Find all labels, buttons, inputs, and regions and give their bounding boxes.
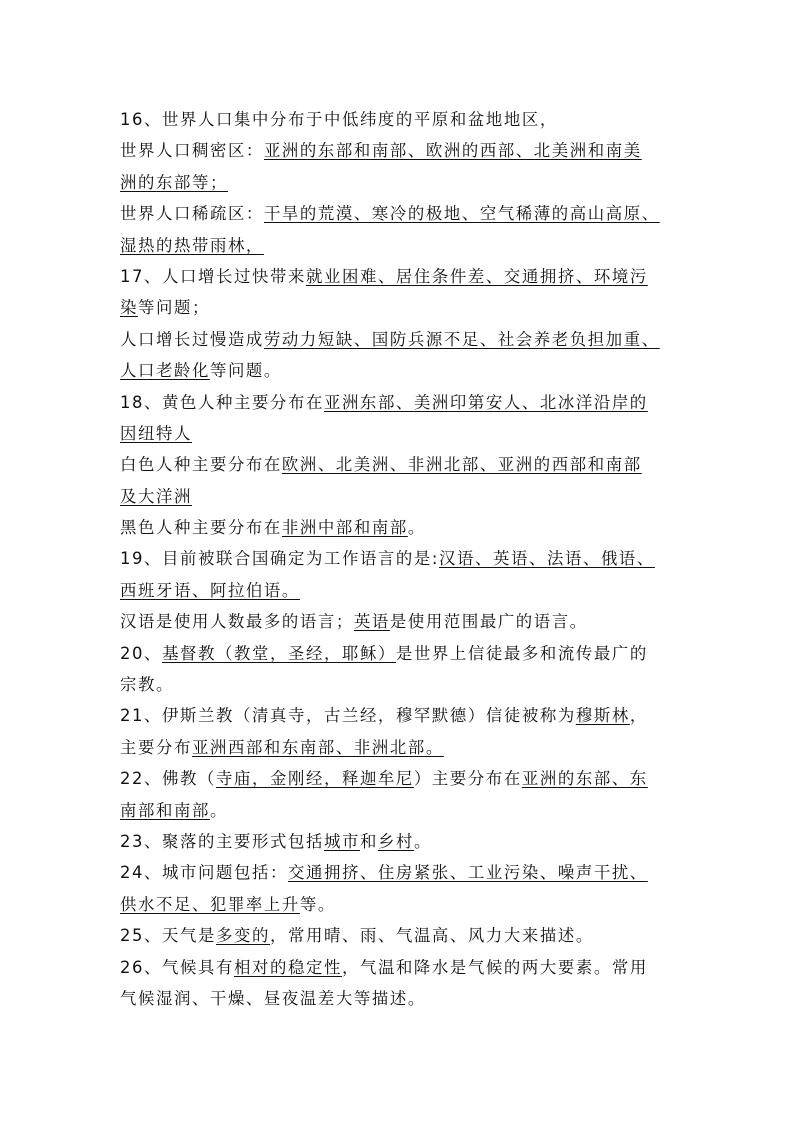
text-line (120, 198, 700, 229)
text-segment: 主要分布 (120, 737, 192, 757)
underlined-text: 英语 (353, 612, 390, 632)
text-segment: 22、佛教（ (120, 769, 217, 789)
text-segment: 等问题。 (209, 361, 282, 381)
text-segment: 23、聚落的主要形式包括 (120, 831, 324, 851)
underlined-text: 南部和南部 (120, 800, 210, 820)
underlined-text: 因纽特人 (120, 423, 192, 443)
text-line (120, 700, 700, 731)
text-line (120, 418, 700, 449)
text-segment: 。 (407, 518, 426, 538)
text-line (120, 230, 700, 261)
underlined-text: 亚洲的东部和南部、欧洲的西部、北美洲和南美 (263, 141, 642, 161)
text-segment: 24、城市问题包括： (120, 863, 288, 883)
text-segment: 世界人口稠密区： (120, 141, 264, 161)
underlined-text: 劳动力短缺、国防兵源不足、社会养老负担加重、 (263, 329, 660, 349)
text-line (120, 387, 700, 418)
text-segment: 和 (359, 831, 378, 851)
underlined-text: 洲的东部等； (120, 172, 228, 192)
underlined-text: 城市 (323, 831, 360, 851)
underlined-text: 染 (120, 298, 138, 318)
underlined-text: 供水不足、犯罪率上升 (120, 894, 300, 914)
underlined-text: 亚洲西部和东南部、非洲北部。 (191, 737, 444, 757)
text-line (120, 826, 700, 857)
text-segment: 。 (413, 831, 432, 851)
text-segment: 17、人口增长过快带来 (120, 266, 306, 286)
text-segment: 世界人口稀疏区： (120, 204, 264, 224)
document-body (120, 104, 700, 1014)
text-segment: 是世界上信徒最多和流传最广的 (395, 643, 648, 663)
text-line (120, 167, 700, 198)
text-line (120, 135, 700, 166)
text-segment: 气候湿润、干燥、昼夜温差大等描述。 (120, 988, 426, 1008)
text-segment: 。 (209, 800, 228, 820)
text-segment: ）主要分布在 (413, 769, 522, 789)
text-segment: 白色人种主要分布在 (120, 455, 282, 475)
text-line (120, 481, 700, 512)
underlined-text: 亚洲的东部、东 (521, 769, 648, 789)
underlined-text: 多变的 (216, 926, 271, 946)
text-line (120, 261, 700, 292)
text-segment: 19、目前被联合国确定为工作语言的是: (120, 549, 440, 569)
underlined-text: 基督教（教堂，圣经，耶稣） (162, 643, 396, 663)
underlined-text: 干旱的荒漠、寒冷的极地、空气稀薄的高山高原、 (263, 204, 660, 224)
text-line (120, 763, 700, 794)
underlined-text: 穆斯林 (575, 706, 630, 726)
text-line (120, 449, 700, 480)
underlined-text: 乡村 (377, 831, 414, 851)
underlined-text: 欧洲、北美洲、非洲北部、亚洲的西部和南部 (281, 455, 642, 475)
underlined-text: 就业困难、居住条件差、交通拥挤、环境污 (305, 266, 648, 286)
text-line (120, 889, 700, 920)
text-line (120, 355, 700, 386)
text-segment: ，常用晴、雨、气温高、风力大来描述。 (270, 926, 594, 946)
text-segment: 21、伊斯兰教（清真寺，古兰经，穆罕默德）信徒被称为 (120, 706, 576, 726)
text-segment: ，气温和降水是气候的两大要素。常用 (341, 957, 648, 977)
underlined-text: 亚洲东部、美洲印第安人、北冰洋沿岸的 (323, 392, 648, 412)
text-segment: 25、天气是 (120, 926, 217, 946)
text-segment: 16、世界人口集中分布于中低纬度的平原和盆地地区， (120, 110, 558, 129)
text-segment: 汉语是使用人数最多的语言； (120, 612, 354, 632)
underlined-text: 相对的稳定性 (234, 957, 342, 977)
text-segment: 18、黄色人种主要分布在 (120, 392, 324, 412)
text-line (120, 732, 700, 763)
text-segment: 等问题； (138, 298, 210, 318)
text-line (120, 638, 700, 669)
text-segment: 26、气候具有 (120, 957, 235, 977)
text-line (120, 512, 700, 543)
text-line (120, 575, 700, 606)
text-line (120, 795, 700, 826)
underlined-text: 非洲中部和南部 (281, 518, 408, 538)
text-line (120, 857, 700, 888)
text-line (120, 920, 700, 951)
underlined-text: 交通拥挤、住房紧张、工业污染、噪声干扰、 (287, 863, 648, 883)
text-line (120, 983, 700, 1014)
text-segment: 黑色人种主要分布在 (120, 518, 282, 538)
text-line (120, 606, 700, 637)
text-line (120, 543, 700, 574)
text-segment: 是使用范围最广的语言。 (389, 612, 588, 632)
underlined-text: 寺庙，金刚经，释迦牟尼 (216, 769, 414, 789)
text-segment: 20、 (120, 643, 163, 663)
text-segment: 等。 (299, 894, 336, 914)
underlined-text: 西班牙语、阿拉伯语。 (120, 580, 300, 600)
text-segment: 人口增长过慢造成 (120, 329, 264, 349)
text-segment: 宗教。 (120, 675, 174, 695)
text-line (120, 324, 700, 355)
text-line (120, 104, 700, 135)
underlined-text: 汉语、英语、法语、俄语、 (439, 549, 655, 569)
underlined-text: 人口老龄化 (120, 361, 210, 381)
underlined-text: 及大洋洲 (120, 486, 192, 506)
text-line (120, 669, 700, 700)
underlined-text: 湿热的热带雨林， (120, 235, 264, 255)
text-segment: ， (629, 706, 648, 726)
text-line (120, 292, 700, 323)
text-line (120, 952, 700, 983)
